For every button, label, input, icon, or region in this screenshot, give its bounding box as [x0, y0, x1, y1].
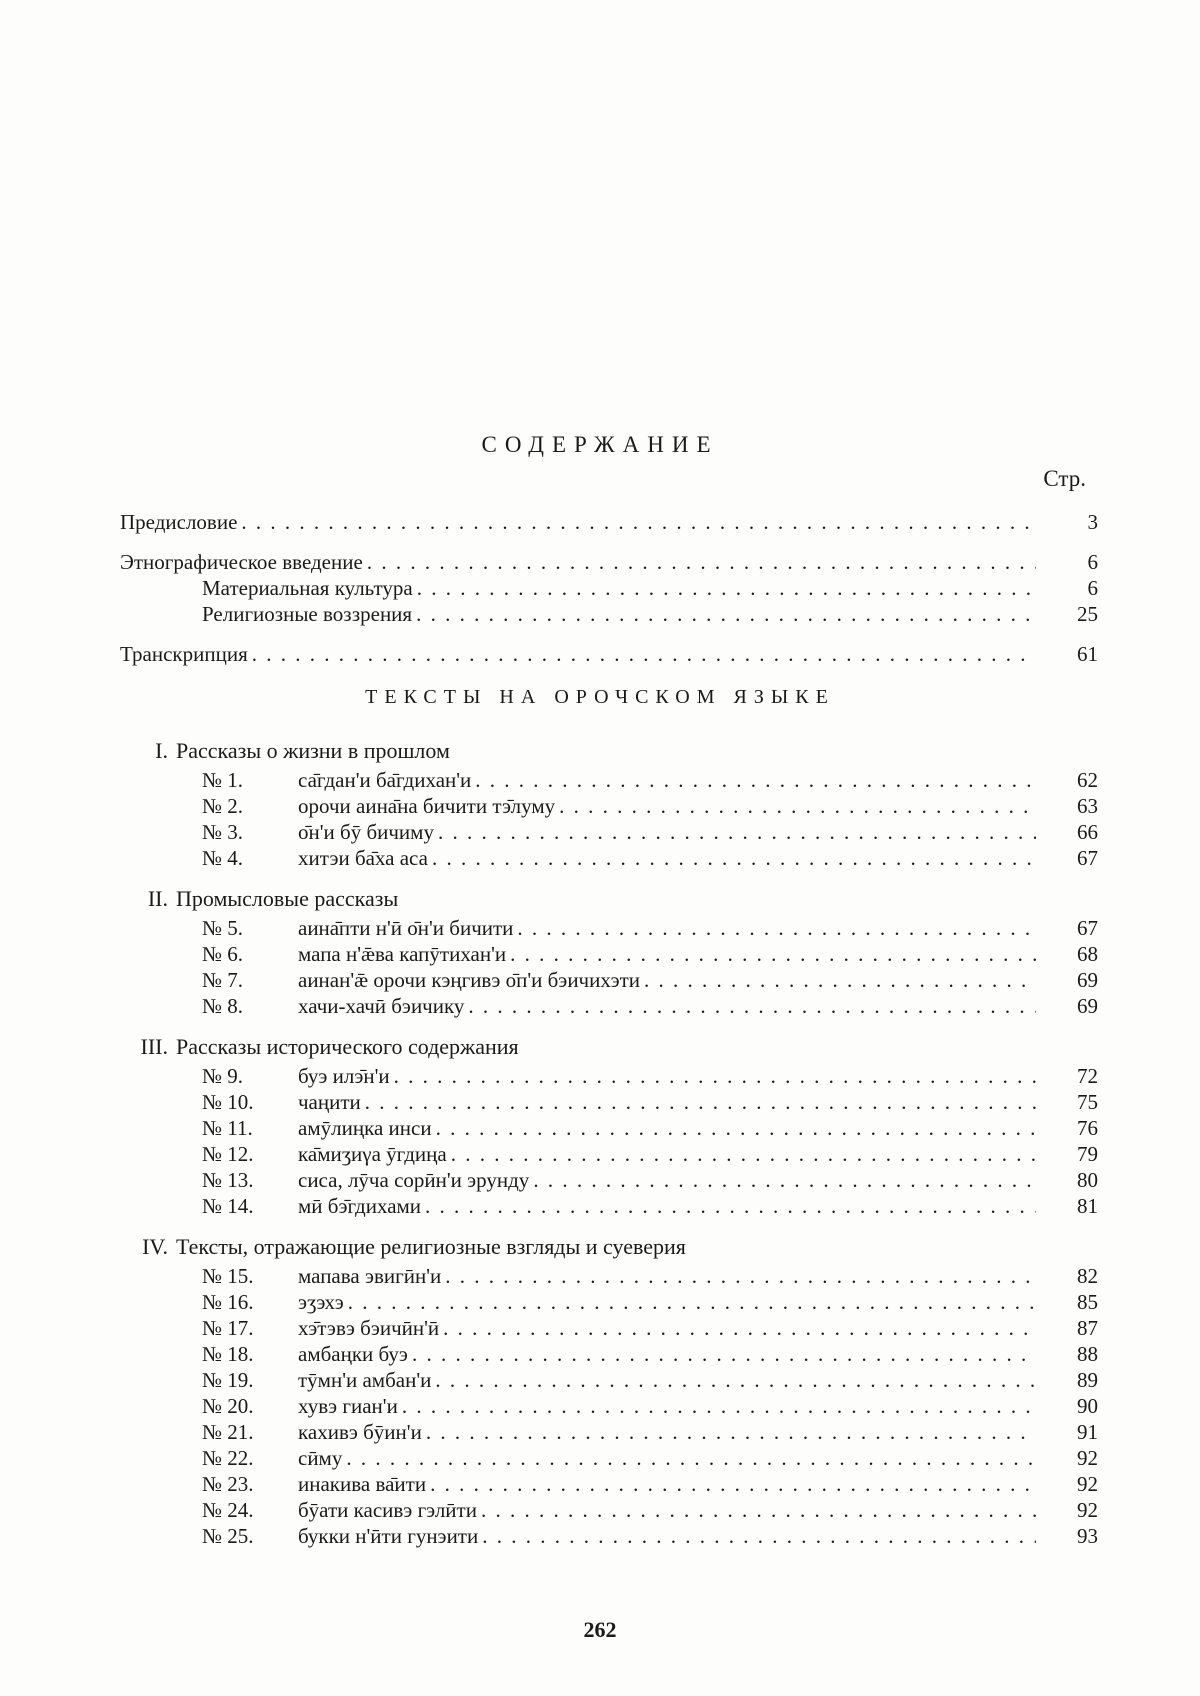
section-roman: I.	[155, 738, 168, 763]
entry-title: орочи аина̄на бичити тэ̄луму	[298, 794, 556, 818]
entry-text	[202, 1090, 361, 1115]
section-heading	[120, 738, 1098, 768]
entry-number: № 17.	[202, 1316, 254, 1340]
leader-dots	[438, 820, 1036, 845]
leader-dots	[559, 794, 1036, 819]
entry-page: 92	[1077, 1472, 1098, 1496]
toc-entry	[120, 916, 1098, 942]
leader-dots	[475, 768, 1036, 793]
leader-dots	[394, 1064, 1036, 1089]
leader-dots	[367, 550, 1036, 575]
entry-title: сиса, лӯча сорӣн'и эрунду	[298, 1168, 530, 1192]
leader-dots	[432, 846, 1036, 871]
section-title: Рассказы исторического содержания	[176, 1034, 519, 1059]
entry-title: эӡэхэ	[298, 1290, 344, 1314]
entry-text	[202, 1316, 439, 1341]
entry-title: хитэи ба̄ха аса	[298, 846, 428, 870]
entry-page: 62	[1077, 768, 1098, 792]
entry-page: 90	[1077, 1394, 1098, 1418]
toc-entry	[120, 1472, 1098, 1498]
entry-page: 6	[1087, 550, 1098, 574]
entry-text	[202, 1524, 478, 1549]
entry-title: Религиозные воззрения	[202, 602, 413, 626]
entry-number: № 2.	[202, 794, 244, 818]
entry-text	[202, 1420, 422, 1445]
entry-text	[202, 1264, 441, 1289]
entry-number: № 21.	[202, 1420, 254, 1444]
toc-entry	[120, 1168, 1098, 1194]
table-of-contents	[120, 510, 1098, 1550]
toc-entry	[120, 1316, 1098, 1342]
entry-title: буэ илэ̄н'и	[298, 1064, 390, 1088]
toc-entry	[120, 602, 1098, 628]
entry-number: № 13.	[202, 1168, 254, 1192]
entry-title: тӯмн'и амбан'и	[298, 1368, 432, 1392]
toc-entry	[120, 968, 1098, 994]
entry-page: 82	[1077, 1264, 1098, 1288]
page-column-header: Стр.	[1043, 466, 1086, 491]
entry-page: 72	[1077, 1064, 1098, 1088]
entry-text	[202, 1290, 344, 1315]
entry-text	[202, 1194, 421, 1219]
entry-page: 3	[1087, 510, 1098, 534]
entry-page: 6	[1087, 576, 1098, 600]
entry-text	[120, 550, 363, 575]
entry-number: № 22.	[202, 1446, 254, 1470]
entry-page: 87	[1077, 1316, 1098, 1340]
entry-title: кахивэ бӯин'и	[298, 1420, 422, 1444]
section-roman: IV.	[142, 1234, 168, 1259]
entry-title: Этнографическое введение	[120, 550, 363, 574]
entry-number: № 19.	[202, 1368, 254, 1392]
section-title: Рассказы о жизни в прошлом	[176, 738, 450, 763]
entry-text	[202, 1472, 426, 1497]
entry-page: 93	[1077, 1524, 1098, 1548]
entry-text	[202, 1064, 390, 1089]
toc-entry	[120, 1090, 1098, 1116]
section-roman: II.	[147, 886, 168, 911]
entry-title: мапа н'ǣва капӯтихан'и	[298, 942, 507, 966]
leader-dots	[416, 602, 1036, 627]
entry-page: 80	[1077, 1168, 1098, 1192]
entry-page: 68	[1077, 942, 1098, 966]
toc-entry	[120, 1420, 1098, 1446]
entry-text	[202, 846, 428, 871]
leader-dots	[517, 916, 1036, 941]
entry-page: 92	[1077, 1446, 1098, 1470]
entry-title: букки н'ӣти гунэити	[298, 1524, 479, 1548]
entry-title: инакива ва̄ити	[298, 1472, 427, 1496]
toc-entry	[120, 1116, 1098, 1142]
toc-entry	[120, 510, 1098, 536]
entry-text	[120, 510, 237, 535]
page-number: 262	[583, 1617, 617, 1642]
entry-text	[202, 994, 464, 1019]
leader-dots	[451, 1142, 1036, 1167]
toc-entry	[120, 768, 1098, 794]
entry-title: мӣ бэ̄гдихами	[298, 1194, 422, 1218]
toc-entry	[120, 1524, 1098, 1550]
toc-entry	[120, 846, 1098, 872]
entry-page: 76	[1077, 1116, 1098, 1140]
entry-text	[202, 942, 506, 967]
entry-page: 81	[1077, 1194, 1098, 1218]
leader-dots	[252, 642, 1036, 667]
toc-entry	[120, 1498, 1098, 1524]
entry-title: бӯати касивэ гэлӣти	[298, 1498, 477, 1522]
entry-number: № 16.	[202, 1290, 254, 1314]
entry-number: № 24.	[202, 1498, 254, 1522]
entry-text	[202, 968, 640, 993]
entry-title: чаңити	[298, 1090, 361, 1114]
leader-dots	[430, 1472, 1036, 1497]
leader-dots	[510, 942, 1036, 967]
entry-title: амӯлиңка инси	[298, 1116, 432, 1140]
entry-page: 92	[1077, 1498, 1098, 1522]
entry-number: № 7.	[202, 968, 244, 992]
spacer	[120, 628, 1098, 642]
entry-number: № 9.	[202, 1064, 244, 1088]
leader-dots	[533, 1168, 1036, 1193]
entry-title: аинан'ǣ орочи кэңгивэ о̄п'и бэичихэти	[298, 968, 641, 992]
entry-page: 75	[1077, 1090, 1098, 1114]
section-roman: III.	[140, 1034, 168, 1059]
toc-entry	[120, 1194, 1098, 1220]
entry-number: № 18.	[202, 1342, 254, 1366]
entry-text	[202, 1168, 529, 1193]
entry-text	[202, 1368, 431, 1393]
leader-dots	[644, 968, 1036, 993]
entry-number: № 10.	[202, 1090, 254, 1114]
entry-number: № 12.	[202, 1142, 254, 1166]
toc-entry	[120, 550, 1098, 576]
entry-title: мапава эвигӣн'и	[298, 1264, 442, 1288]
entry-page: 89	[1077, 1368, 1098, 1392]
entry-title: Транскрипция	[120, 642, 248, 666]
texts-section-title: ТЕКСТЫ НА ОРОЧСКОМ ЯЗЫКЕ	[365, 686, 835, 708]
spacer	[120, 872, 1098, 886]
entry-page: 79	[1077, 1142, 1098, 1166]
section-heading	[120, 1234, 1098, 1264]
entry-text	[202, 768, 471, 793]
entry-title: амбаңки буэ	[298, 1342, 408, 1366]
section-heading	[120, 1034, 1098, 1064]
entry-number: № 25.	[202, 1524, 254, 1548]
entry-text	[202, 1342, 408, 1367]
spacer	[120, 1020, 1098, 1034]
leader-dots	[365, 1090, 1036, 1115]
entry-text	[202, 1446, 342, 1471]
entry-text	[202, 1394, 398, 1419]
entry-text	[202, 794, 555, 819]
entry-page: 69	[1077, 994, 1098, 1018]
entry-number: № 4.	[202, 846, 244, 870]
entry-number: № 11.	[202, 1116, 253, 1140]
toc-entry	[120, 794, 1098, 820]
entry-title: о̄н'и бӯ бичиму	[298, 820, 434, 844]
leader-dots	[425, 1194, 1036, 1219]
entry-title: сӣму	[298, 1446, 343, 1470]
toc-entry	[120, 994, 1098, 1020]
entry-page: 66	[1077, 820, 1098, 844]
entry-page: 61	[1077, 642, 1098, 666]
entry-text	[202, 820, 434, 845]
leader-dots	[468, 994, 1036, 1019]
leader-dots	[402, 1394, 1036, 1419]
entry-number: № 3.	[202, 820, 244, 844]
entry-number: № 20.	[202, 1394, 254, 1418]
leader-dots	[435, 1368, 1036, 1393]
entry-page: 88	[1077, 1342, 1098, 1366]
entry-text	[202, 1142, 447, 1167]
entry-page: 69	[1077, 968, 1098, 992]
toc-entry	[120, 1064, 1098, 1090]
entry-page: 85	[1077, 1290, 1098, 1314]
entry-text	[202, 602, 412, 627]
entry-text	[202, 916, 513, 941]
toc-entry	[120, 1290, 1098, 1316]
entry-number: № 15.	[202, 1264, 254, 1288]
leader-dots	[417, 576, 1036, 601]
entry-page: 67	[1077, 846, 1098, 870]
leader-dots	[348, 1290, 1036, 1315]
entry-title: хэ̄тэвэ бэичӣн'ӣ	[298, 1316, 440, 1340]
section-title: Тексты, отражающие религиозные взгляды и суеверия	[176, 1234, 686, 1259]
leader-dots	[412, 1342, 1036, 1367]
entry-text	[120, 642, 248, 667]
entry-number: № 14.	[202, 1194, 254, 1218]
toc-entry	[120, 1142, 1098, 1168]
entry-page: 67	[1077, 916, 1098, 940]
toc-entry	[120, 642, 1098, 668]
toc-entry	[120, 1394, 1098, 1420]
leader-dots	[443, 1316, 1036, 1341]
entry-page: 63	[1077, 794, 1098, 818]
leader-dots	[482, 1524, 1036, 1549]
section-heading	[120, 886, 1098, 916]
entry-title: Материальная культура	[202, 576, 413, 600]
entry-number: № 5.	[202, 916, 244, 940]
entry-title: хувэ гиан'и	[298, 1394, 398, 1418]
leader-dots	[481, 1498, 1036, 1523]
entry-number: № 8.	[202, 994, 244, 1018]
entry-page: 91	[1077, 1420, 1098, 1444]
leader-dots	[426, 1420, 1036, 1445]
toc-entry	[120, 820, 1098, 846]
toc-entry	[120, 1446, 1098, 1472]
spacer	[120, 1220, 1098, 1234]
entry-text	[202, 576, 413, 601]
leader-dots	[241, 510, 1036, 535]
entry-number: № 6.	[202, 942, 244, 966]
entry-number: № 23.	[202, 1472, 254, 1496]
toc-entry	[120, 1264, 1098, 1290]
entry-title: Предисловие	[120, 510, 238, 534]
entry-title: аина̄пти н'ӣ о̄н'и бичити	[298, 916, 514, 940]
entry-title: ка̄миӡиγа ӯгдиңа	[298, 1142, 447, 1166]
leader-dots	[346, 1446, 1036, 1471]
contents-title: СОДЕРЖАНИЕ	[481, 432, 719, 457]
section-title: Промысловые рассказы	[176, 886, 399, 911]
entry-text	[202, 1116, 432, 1141]
entry-title: са̄гдан'и ба̄гдихан'и	[298, 768, 472, 792]
entry-page: 25	[1077, 602, 1098, 626]
toc-entry	[120, 942, 1098, 968]
toc-entry	[120, 576, 1098, 602]
toc-entry	[120, 1368, 1098, 1394]
entry-text	[202, 1498, 477, 1523]
leader-dots	[436, 1116, 1036, 1141]
leader-dots	[445, 1264, 1036, 1289]
entry-title: хачи-хачӣ бэичику	[298, 994, 465, 1018]
entry-number: № 1.	[202, 768, 244, 792]
spacer	[120, 536, 1098, 550]
toc-entry	[120, 1342, 1098, 1368]
